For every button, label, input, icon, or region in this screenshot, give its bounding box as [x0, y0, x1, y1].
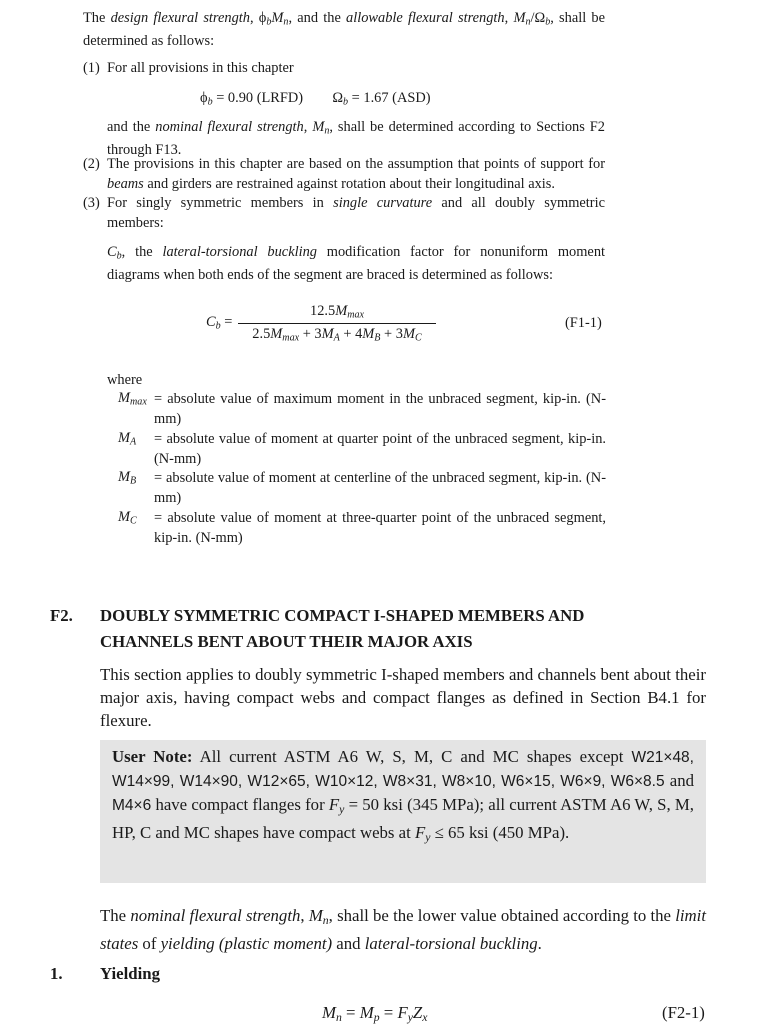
term-ma: $M_A$: [118, 430, 137, 448]
term-mmax: $M_{max}$: [118, 390, 147, 408]
user-note-shapes: W21×48, W14×99, W14×90, W12×65, W10×12, W8×31, W8×10, W6×15, W6×9, W6×8.5: [112, 749, 694, 790]
provision-3-text: For singly symmetric members in single curvature and all doubly symmetric members:: [107, 195, 605, 231]
definition-mb: = absolute value of moment at centerline of the unbraced segment, kip-in. (N-mm): [154, 470, 606, 506]
cb-definition: $C_b$, the lateral-torsional buckling modification factor for nonuniform moment diagrams when both ends of the segment are braced is determined as follows:: [107, 244, 606, 284]
where-label: where: [107, 372, 143, 388]
resistance-factors: $\phi_b = 0.90$ (LRFD) $\Omega_b = 1.67$ (ASD): [200, 90, 431, 108]
section-f2-title: DOUBLY SYMMETRIC COMPACT I-SHAPED MEMBERS AND CHANNELS BENT ABOUT THEIR MAJOR AXIS: [100, 606, 585, 651]
section-f2-body: This section applies to doubly symmetric I-shaped members and channels bent about their major axis, having compact webs and compact flanges as defined in Section B4.1 for flexure.: [100, 665, 706, 730]
definition-mc: = absolute value of moment at three-quarter point of the unbraced segment, kip-in. (N-mm): [154, 510, 606, 546]
intro-paragraph: The design flexural strength, $\phi_bM_n$, and the allowable flexural strength, $M_n/\Omega_b$, shall be determined as follows:: [83, 10, 606, 50]
definition-ma: = absolute value of moment at quarter point of the unbraced segment, kip-in. (N-mm): [154, 431, 606, 467]
provision-1-text: For all provisions in this chapter: [107, 60, 294, 76]
equation-f1-denominator: $2.5M_{max} + 3M_A + 4M_B + 3M_C$: [252, 325, 422, 344]
subsection-1-title: Yielding: [100, 964, 160, 983]
provision-1-label: (1): [83, 60, 100, 76]
provision-2-label: (2): [83, 156, 100, 172]
section-f2-number: F2.: [50, 606, 73, 625]
subsection-1-number: 1.: [50, 964, 63, 983]
equation-f1-numerator: $12.5M_{max}$: [310, 303, 364, 321]
equation-f2-1: $M_n = M_p = F_yZ_x$: [322, 1003, 428, 1024]
provision-3-label: (3): [83, 195, 100, 211]
equation-f1-lhs: $C_b$ =: [206, 314, 233, 332]
provision-2-text: The provisions in this chapter are based on the assumption that points of support for beams and girders are restrained against rotation about their longitudinal axis.: [107, 156, 605, 192]
definition-mmax: = absolute value of maximum moment in the unbraced segment, kip-in. (N-mm): [154, 391, 606, 427]
equation-f1-fraction: [238, 303, 436, 343]
user-note-box: User Note: All current ASTM A6 W, S, M, C and MC shapes except W21×48, W14×99, W14×90, W12×65, W10×12, W8×31, W8×10, W6×15, W6×9, W6×8.5 and M4×6 have compact flanges for $F_y = 50$ ksi (345 MPa); all current ASTM A6 W, S, M, HP, C and MC shapes have compact webs at $F_y \le 65$ ksi (450 MPa).: [100, 740, 706, 883]
user-note-label: User Note:: [112, 747, 193, 766]
term-mc: $M_C$: [118, 509, 137, 527]
provision-1-continuation: and the nominal flexural strength, $M_n$, shall be determined according to Sections F2 through F13.: [107, 119, 606, 159]
term-mb: $M_B$: [118, 469, 137, 487]
equation-f1-label: (F1-1): [565, 315, 602, 331]
equation-f2-1-label: (F2-1): [662, 1003, 705, 1022]
nominal-strength-paragraph: The nominal flexural strength, $M_n$, shall be the lower value obtained according to the limit states of yielding (plastic moment) and lateral-torsional buckling.: [100, 906, 707, 953]
